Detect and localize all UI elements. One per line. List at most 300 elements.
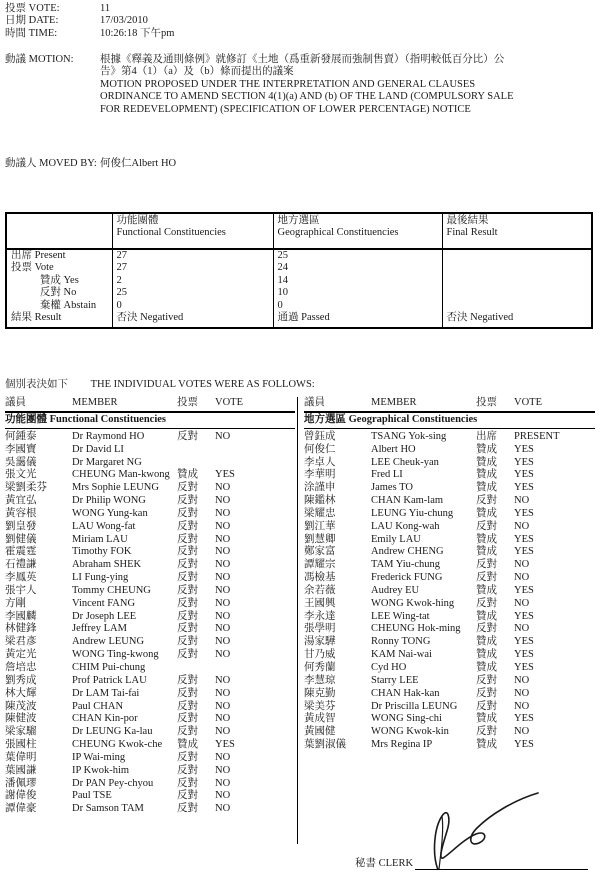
clerk-row <box>355 858 588 870</box>
member-name-en: Dr LAM Tai-fai <box>72 687 140 699</box>
member-vote-en: NO <box>215 674 231 686</box>
member-row <box>5 598 295 611</box>
member-name-en: CHAN Kam-lam <box>371 495 444 507</box>
member-name-zh: 湯家驊 <box>304 636 336 648</box>
summary-geographical-value: 14 <box>273 275 442 287</box>
member-name-zh: 林健鋒 <box>5 623 37 635</box>
summary-final-value <box>442 287 592 299</box>
summary-header-row <box>6 213 592 249</box>
member-name-zh: 李慧琼 <box>304 674 336 686</box>
member-name-en: Dr Priscilla LEUNG <box>371 700 458 712</box>
member-vote-zh: 反對 <box>476 495 497 507</box>
member-name-en: Audrey EU <box>371 584 420 596</box>
member-vote-en: NO <box>514 572 530 584</box>
member-vote-zh: 贊成 <box>177 739 198 751</box>
vote-header-zh: 投票 <box>476 397 497 408</box>
member-vote-zh: 贊成 <box>476 713 497 725</box>
member-name-zh: 梁家騮 <box>5 726 37 738</box>
member-name-zh: 何俊仁 <box>304 443 336 455</box>
member-name-en: Emily LAU <box>371 533 421 545</box>
summary-row <box>6 249 592 262</box>
member-name-zh: 黃國健 <box>304 726 336 738</box>
motion-text-line: 根據《釋義及通則條例》就修訂《土地（爲重新發展而強制售賣）（指明較低百分比）公 <box>100 54 505 65</box>
member-name-en: Paul CHAN <box>72 700 124 712</box>
member-name-zh: 張文光 <box>5 469 37 481</box>
member-header-en: MEMBER <box>72 397 118 408</box>
member-vote-zh: 反對 <box>177 649 198 661</box>
summary-row-label: 贊成 Yes <box>11 274 79 286</box>
member-name-zh: 黃容根 <box>5 507 37 519</box>
member-vote-en: NO <box>215 751 231 763</box>
clerk-signature-section <box>350 786 596 878</box>
member-name-en: CHEUNG Man-kwong <box>72 469 170 481</box>
member-name-zh: 譚偉豪 <box>5 803 37 815</box>
member-vote-zh: 反對 <box>177 700 198 712</box>
vote-header-zh: 投票 <box>177 397 198 408</box>
member-vote-en: NO <box>514 495 530 507</box>
summary-row <box>6 262 592 274</box>
summary-header-empty <box>6 213 112 249</box>
member-row <box>5 752 295 765</box>
member-name-zh: 梁美芬 <box>304 700 336 712</box>
motion-text-line: FOR REDEVELOPMENT) (SPECIFICATION OF LOWER PERCENTAGE) NOTICE <box>100 103 471 115</box>
member-vote-zh: 贊成 <box>476 662 497 673</box>
member-vote-en: YES <box>514 507 534 519</box>
member-vote-zh: 贊成 <box>476 469 497 481</box>
member-name-en: Dr Raymond HO <box>72 430 145 442</box>
member-name-en: LEE Wing-tat <box>371 610 430 622</box>
member-name-zh: 譚耀宗 <box>304 559 336 571</box>
member-vote-en: NO <box>215 430 231 442</box>
member-name-zh: 余若薇 <box>304 584 336 596</box>
member-name-zh: 劉皇發 <box>5 520 37 532</box>
member-row <box>5 713 295 726</box>
member-vote-en: NO <box>215 777 231 789</box>
member-name-en: Prof Patrick LAU <box>72 674 147 686</box>
member-vote-en: YES <box>215 739 235 751</box>
member-vote-en: YES <box>215 469 235 481</box>
member-name-en: WONG Kwok-kin <box>371 726 449 738</box>
document-header <box>5 3 595 40</box>
member-name-en: CHEUNG Hok-ming <box>371 623 461 635</box>
member-vote-zh: 贊成 <box>476 507 497 519</box>
member-row <box>5 457 295 470</box>
member-name-en: Mrs Regina IP <box>371 739 433 751</box>
member-name-zh: 陳克勤 <box>304 687 336 699</box>
member-vote-zh: 反對 <box>177 610 198 622</box>
member-vote-en: NO <box>215 790 231 802</box>
vote-summary-table <box>5 212 593 329</box>
member-name-en: LEE Cheuk-yan <box>371 456 439 468</box>
member-name-en: LI Fung-ying <box>72 572 129 584</box>
member-name-zh: 霍震霆 <box>5 546 37 558</box>
member-vote-en: YES <box>514 739 534 751</box>
member-vote-zh: 反對 <box>177 584 198 596</box>
member-vote-en: NO <box>215 610 231 622</box>
member-row <box>304 636 595 649</box>
member-name-en: Dr Samson TAM <box>72 803 144 815</box>
member-name-zh: 李永達 <box>304 610 336 622</box>
member-vote-zh: 贊成 <box>476 739 497 751</box>
member-header-zh: 議員 <box>304 397 325 408</box>
member-vote-zh: 出席 <box>476 430 497 442</box>
member-name-zh: 葉劉淑儀 <box>304 739 346 751</box>
member-name-zh: 黃成智 <box>304 713 336 725</box>
member-name-zh: 黃定光 <box>5 649 37 661</box>
date-label: 日期 DATE: <box>5 15 59 27</box>
motion-section <box>5 54 597 116</box>
summary-header-geographical <box>273 213 442 249</box>
member-name-zh: 張宇人 <box>5 584 37 596</box>
vote-number-row <box>5 3 595 15</box>
moved-by-row <box>5 158 595 170</box>
member-vote-en: NO <box>215 636 231 648</box>
member-row <box>5 444 295 457</box>
summary-row <box>6 312 592 328</box>
member-row <box>304 431 595 444</box>
moved-by-label: 動議人 MOVED BY: <box>5 158 97 169</box>
member-vote-en: YES <box>514 713 534 725</box>
member-name-en: Dr Philip WONG <box>72 495 146 507</box>
member-vote-en: NO <box>215 495 231 507</box>
member-row <box>5 739 295 752</box>
member-vote-zh: 反對 <box>177 572 198 584</box>
individual-votes-intro-en: THE INDIVIDUAL VOTES WERE AS FOLLOWS: <box>90 379 315 390</box>
member-vote-zh: 反對 <box>177 507 198 519</box>
member-name-zh: 李卓人 <box>304 456 336 468</box>
member-vote-zh: 贊成 <box>476 584 497 596</box>
member-row <box>304 739 595 752</box>
member-name-en: Andrew CHENG <box>371 546 444 558</box>
member-vote-zh: 反對 <box>177 495 198 507</box>
member-row <box>5 572 295 585</box>
member-name-en: Paul TSE <box>72 790 112 802</box>
summary-functional-value: 25 <box>112 287 273 299</box>
member-vote-zh: 反對 <box>177 546 198 558</box>
member-vote-en: NO <box>215 559 231 571</box>
member-vote-en: NO <box>215 713 231 725</box>
member-vote-en: YES <box>514 662 534 673</box>
member-vote-en: YES <box>514 482 534 494</box>
member-name-zh: 何秀蘭 <box>304 662 336 673</box>
member-name-zh: 劉江華 <box>304 520 336 532</box>
member-vote-en: NO <box>215 764 231 776</box>
summary-header-functional-en: Functional Constituencies <box>116 227 226 239</box>
member-vote-en: NO <box>215 533 231 545</box>
date-value: 17/03/2010 <box>100 15 148 27</box>
time-value: 10:26:18 下午pm <box>100 27 175 39</box>
summary-header-final-zh: 最後結果 <box>446 215 489 226</box>
member-name-zh: 劉慧卿 <box>304 533 336 545</box>
member-name-en: WONG Sing-chi <box>371 713 442 725</box>
member-vote-zh: 反對 <box>476 623 497 635</box>
member-row <box>304 534 595 547</box>
member-vote-en <box>215 662 295 675</box>
individual-votes-list <box>0 397 600 849</box>
member-vote-zh: 反對 <box>177 623 198 635</box>
member-name-zh: 陳茂波 <box>5 700 37 712</box>
summary-row-label: 反對 No <box>11 287 77 299</box>
member-name-en: Cyd HO <box>371 662 407 673</box>
individual-votes-intro <box>5 379 315 391</box>
member-vote-zh: 反對 <box>177 687 198 699</box>
motion-text <box>100 54 597 116</box>
member-row <box>304 444 595 457</box>
member-name-zh: 鄭家富 <box>304 546 336 558</box>
member-name-zh: 李鳳英 <box>5 572 37 584</box>
member-name-zh: 謝偉俊 <box>5 790 37 802</box>
member-vote-zh <box>177 444 215 457</box>
member-row <box>5 675 295 688</box>
member-row <box>5 688 295 701</box>
member-vote-zh: 贊成 <box>476 649 497 661</box>
member-header-en: MEMBER <box>371 397 417 408</box>
member-row <box>5 803 295 816</box>
member-name-en: TSANG Yok-sing <box>371 430 447 442</box>
member-name-en: Fred LI <box>371 469 403 481</box>
member-name-en: Dr Margaret NG <box>72 456 142 468</box>
summary-functional-value: 27 <box>112 262 273 274</box>
member-list-header <box>5 397 295 413</box>
member-name-en: TAM Yiu-chung <box>371 559 441 571</box>
summary-final-value <box>442 300 592 312</box>
member-vote-zh: 反對 <box>476 700 497 712</box>
member-row <box>304 675 595 688</box>
member-vote-zh: 反對 <box>476 520 497 532</box>
member-row <box>5 662 295 675</box>
member-vote-en: YES <box>514 533 534 545</box>
member-vote-zh: 反對 <box>177 713 198 725</box>
member-vote-zh: 反對 <box>476 726 497 738</box>
member-vote-zh: 反對 <box>177 636 198 648</box>
summary-geographical-value: 25 <box>273 249 442 262</box>
member-vote-en: NO <box>215 507 231 519</box>
member-vote-en: YES <box>514 469 534 481</box>
member-row <box>5 790 295 803</box>
member-vote-zh: 反對 <box>177 751 198 763</box>
member-vote-zh: 反對 <box>476 687 497 699</box>
member-list-header <box>304 397 595 413</box>
member-name-en: IP Kwok-him <box>72 764 130 776</box>
member-vote-en: YES <box>514 584 534 596</box>
member-row <box>304 585 595 598</box>
member-row <box>5 701 295 714</box>
member-name-en: Andrew LEUNG <box>72 636 145 648</box>
moved-by-value: 何俊仁Albert HO <box>100 158 177 169</box>
summary-row-label: 出席 Present <box>11 250 66 261</box>
member-row <box>5 546 295 559</box>
member-name-zh: 陳鑑林 <box>304 495 336 507</box>
summary-header-final <box>442 213 592 249</box>
member-row <box>5 585 295 598</box>
member-row <box>304 482 595 495</box>
summary-geographical-value: 24 <box>273 262 442 274</box>
member-row <box>304 726 595 739</box>
summary-body <box>6 249 592 328</box>
member-name-zh: 林大輝 <box>5 687 37 699</box>
summary-header-functional <box>112 213 273 249</box>
member-vote-zh: 贊成 <box>476 456 497 468</box>
summary-final-value: 否決 Negatived <box>442 312 592 328</box>
vote-header-en: VOTE <box>514 397 542 408</box>
member-vote-en: NO <box>514 700 530 712</box>
motion-text-line: 告》第4（1）（a）及（b）條而提出的議案 <box>100 66 294 78</box>
motion-text-line: MOTION PROPOSED UNDER THE INTERPRETATION AND GENERAL CLAUSES <box>100 78 476 90</box>
geographical-member-rows <box>304 429 595 752</box>
member-row <box>5 623 295 636</box>
member-name-en: Abraham SHEK <box>72 559 142 571</box>
summary-row <box>6 275 592 287</box>
member-header-zh: 議員 <box>5 397 26 408</box>
member-name-zh: 石禮謙 <box>5 559 37 571</box>
member-row <box>304 508 595 521</box>
member-row <box>304 688 595 701</box>
geographical-group-label: 地方選區 Geographical Constituencies <box>304 413 595 428</box>
member-name-en: James TO <box>371 482 413 494</box>
member-vote-zh: 贊成 <box>476 533 497 545</box>
member-name-en: LAU Kong-wah <box>371 520 440 532</box>
summary-final-value <box>442 262 592 274</box>
member-vote-en: NO <box>215 803 231 815</box>
member-row <box>5 508 295 521</box>
member-name-zh: 梁耀忠 <box>304 507 336 519</box>
member-name-zh: 涂謹申 <box>304 482 336 494</box>
member-vote-en: YES <box>514 546 534 558</box>
member-row <box>5 469 295 482</box>
member-row <box>304 598 595 611</box>
member-vote-zh: 反對 <box>476 572 497 584</box>
member-name-zh: 何鍾泰 <box>5 430 37 442</box>
member-row <box>304 662 595 675</box>
member-vote-zh: 贊成 <box>476 610 497 622</box>
member-vote-zh: 反對 <box>476 559 497 571</box>
summary-header-geographical-zh: 地方選區 <box>277 215 320 226</box>
member-row <box>304 495 595 508</box>
member-name-zh: 陳健波 <box>5 713 37 725</box>
summary-final-value <box>442 249 592 262</box>
member-name-en: Dr Joseph LEE <box>72 610 137 622</box>
member-name-zh: 葉偉明 <box>5 751 37 763</box>
member-name-en: Timothy FOK <box>72 546 132 558</box>
summary-functional-value: 2 <box>112 275 273 287</box>
member-vote-zh <box>177 457 215 470</box>
member-vote-en: NO <box>514 559 530 571</box>
summary-functional-value: 0 <box>112 300 273 312</box>
time-row <box>5 28 595 40</box>
member-name-en: WONG Yung-kan <box>72 507 148 519</box>
member-vote-en: NO <box>514 687 530 699</box>
member-vote-zh <box>177 662 215 675</box>
clerk-label: 秘書 CLERK <box>355 857 414 869</box>
member-row <box>5 521 295 534</box>
member-name-zh: 張國柱 <box>5 739 37 751</box>
member-vote-en: NO <box>514 674 530 686</box>
summary-row-label: 結果 Result <box>11 312 62 324</box>
member-name-zh: 李國寶 <box>5 443 37 455</box>
summary-geographical-value: 0 <box>273 300 442 312</box>
member-vote-en: NO <box>215 687 231 699</box>
member-name-en: Tommy CHEUNG <box>72 584 151 596</box>
member-name-zh: 葉國謙 <box>5 764 37 776</box>
member-vote-en: NO <box>215 546 231 558</box>
member-row <box>5 636 295 649</box>
member-vote-zh: 反對 <box>177 597 198 609</box>
member-vote-zh: 反對 <box>177 520 198 532</box>
member-name-zh: 詹培忠 <box>5 662 37 673</box>
member-vote-zh: 贊成 <box>476 482 497 494</box>
member-row <box>5 559 295 572</box>
member-name-en: CHAN Kin-por <box>72 713 138 725</box>
geographical-constituencies-column <box>297 397 595 844</box>
member-row <box>5 611 295 624</box>
motion-text-line: ORDINANCE TO AMEND SECTION 4(1)(a) AND (b) OF THE LAND (COMPULSORY SALE <box>100 91 514 103</box>
functional-constituencies-column <box>5 397 295 816</box>
member-row <box>304 469 595 482</box>
member-vote-en: NO <box>215 649 231 661</box>
member-vote-en: NO <box>514 726 530 738</box>
member-vote-zh: 贊成 <box>476 546 497 558</box>
member-name-en: Starry LEE <box>371 674 419 686</box>
member-vote-zh: 反對 <box>177 764 198 776</box>
member-vote-en: YES <box>514 636 534 648</box>
member-row <box>304 546 595 559</box>
member-row <box>304 457 595 470</box>
member-name-zh: 李國麟 <box>5 610 37 622</box>
member-row <box>304 713 595 726</box>
time-label: 時間 TIME: <box>5 27 58 39</box>
member-vote-en: NO <box>215 623 231 635</box>
member-row <box>304 559 595 572</box>
member-name-en: LAU Wong-fat <box>72 520 136 532</box>
member-name-en: Dr David LI <box>72 443 124 455</box>
member-vote-zh: 反對 <box>177 726 198 738</box>
member-vote-en: NO <box>215 726 231 738</box>
member-vote-en: NO <box>514 597 530 609</box>
member-name-en: WONG Kwok-hing <box>371 597 455 609</box>
member-vote-zh: 反對 <box>177 674 198 686</box>
vote-number-label: 投票 VOTE: <box>5 3 60 14</box>
member-vote-en <box>215 444 295 457</box>
member-row <box>304 701 595 714</box>
member-name-zh: 黃宜弘 <box>5 495 37 507</box>
summary-row-label: 投票 Vote <box>11 262 54 274</box>
member-vote-zh: 反對 <box>177 803 198 815</box>
member-vote-zh: 反對 <box>177 777 198 789</box>
member-vote-en: NO <box>215 597 231 609</box>
summary-geographical-value: 10 <box>273 287 442 299</box>
functional-member-rows <box>5 429 295 816</box>
member-name-zh: 張學明 <box>304 623 336 635</box>
member-vote-en: YES <box>514 610 534 622</box>
member-vote-zh: 反對 <box>177 430 198 442</box>
vote-header-en: VOTE <box>215 397 243 408</box>
member-row <box>5 765 295 778</box>
member-vote-en: NO <box>215 482 231 494</box>
summary-geographical-value: 通過 Passed <box>273 312 442 328</box>
member-name-en: Vincent FANG <box>72 597 136 609</box>
motion-label: 動議 MOTION: <box>5 54 74 65</box>
member-vote-en: YES <box>514 443 534 455</box>
member-vote-zh: 反對 <box>177 559 198 571</box>
member-name-en: IP Wai-ming <box>72 751 126 763</box>
member-vote-en: NO <box>215 700 231 712</box>
member-name-zh: 甘乃威 <box>304 649 336 661</box>
member-vote-en: NO <box>215 572 231 584</box>
member-row <box>5 482 295 495</box>
member-vote-zh: 反對 <box>476 597 497 609</box>
summary-final-value <box>442 275 592 287</box>
member-name-en: WONG Ting-kwong <box>72 649 159 661</box>
